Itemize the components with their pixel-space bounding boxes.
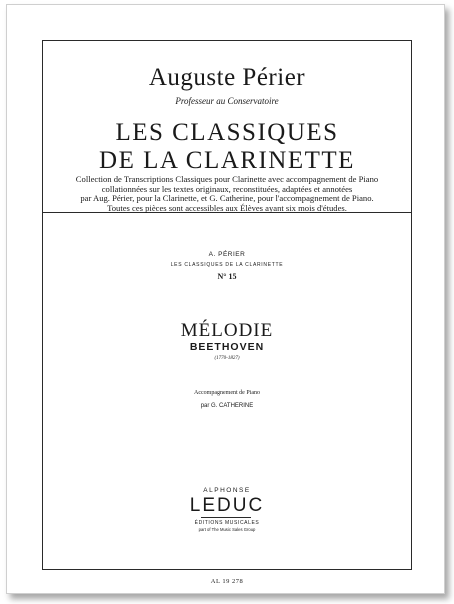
piece-title: MÉLODIE: [180, 320, 274, 341]
publisher-group: part of The Music Sales Group: [198, 527, 256, 532]
author-name: Auguste Périer: [148, 64, 306, 91]
description-line: collationnées sur les textes originaux, reconstituées, adaptées et annotées: [101, 183, 353, 194]
series-name: LES CLASSIQUES DE LA CLARINETTE: [170, 262, 284, 268]
collection-description: [42, 175, 412, 213]
publisher-logo-rule: [201, 517, 251, 518]
publisher-logo: LEDUC: [189, 495, 265, 516]
composer-name: BEETHOVEN: [189, 341, 265, 353]
catalog-number: AL 19 278: [210, 578, 244, 585]
composer-dates: (1770-1827): [214, 356, 240, 361]
publisher-first-name: ALPHONSE: [203, 487, 251, 494]
arranger-credit: par G. CATHERINE: [200, 403, 254, 409]
description-line: Toutes ces pièces sont accessibles aux Élèves ayant six mois d'études.: [107, 202, 347, 213]
description-line: Collection de Transcriptions Classiques pour Clarinette avec accompagnement de Piano: [75, 174, 379, 184]
series-title-line2: DE LA CLARINETTE: [99, 147, 355, 174]
author-title: Professeur au Conservatoire: [175, 96, 279, 106]
editor-name: A. PÉRIER: [208, 251, 246, 258]
series-title-line1: LES CLASSIQUES: [115, 119, 339, 146]
series-number: N° 15: [217, 272, 237, 281]
description-line: par Aug. Périer, pour la Clarinette, et G. Catherine, pour l'accompagnement de Piano.: [80, 193, 374, 204]
accompaniment-label: Accompagnement de Piano: [194, 390, 260, 396]
publisher-subtitle: ÉDITIONS MUSICALES: [194, 520, 260, 526]
